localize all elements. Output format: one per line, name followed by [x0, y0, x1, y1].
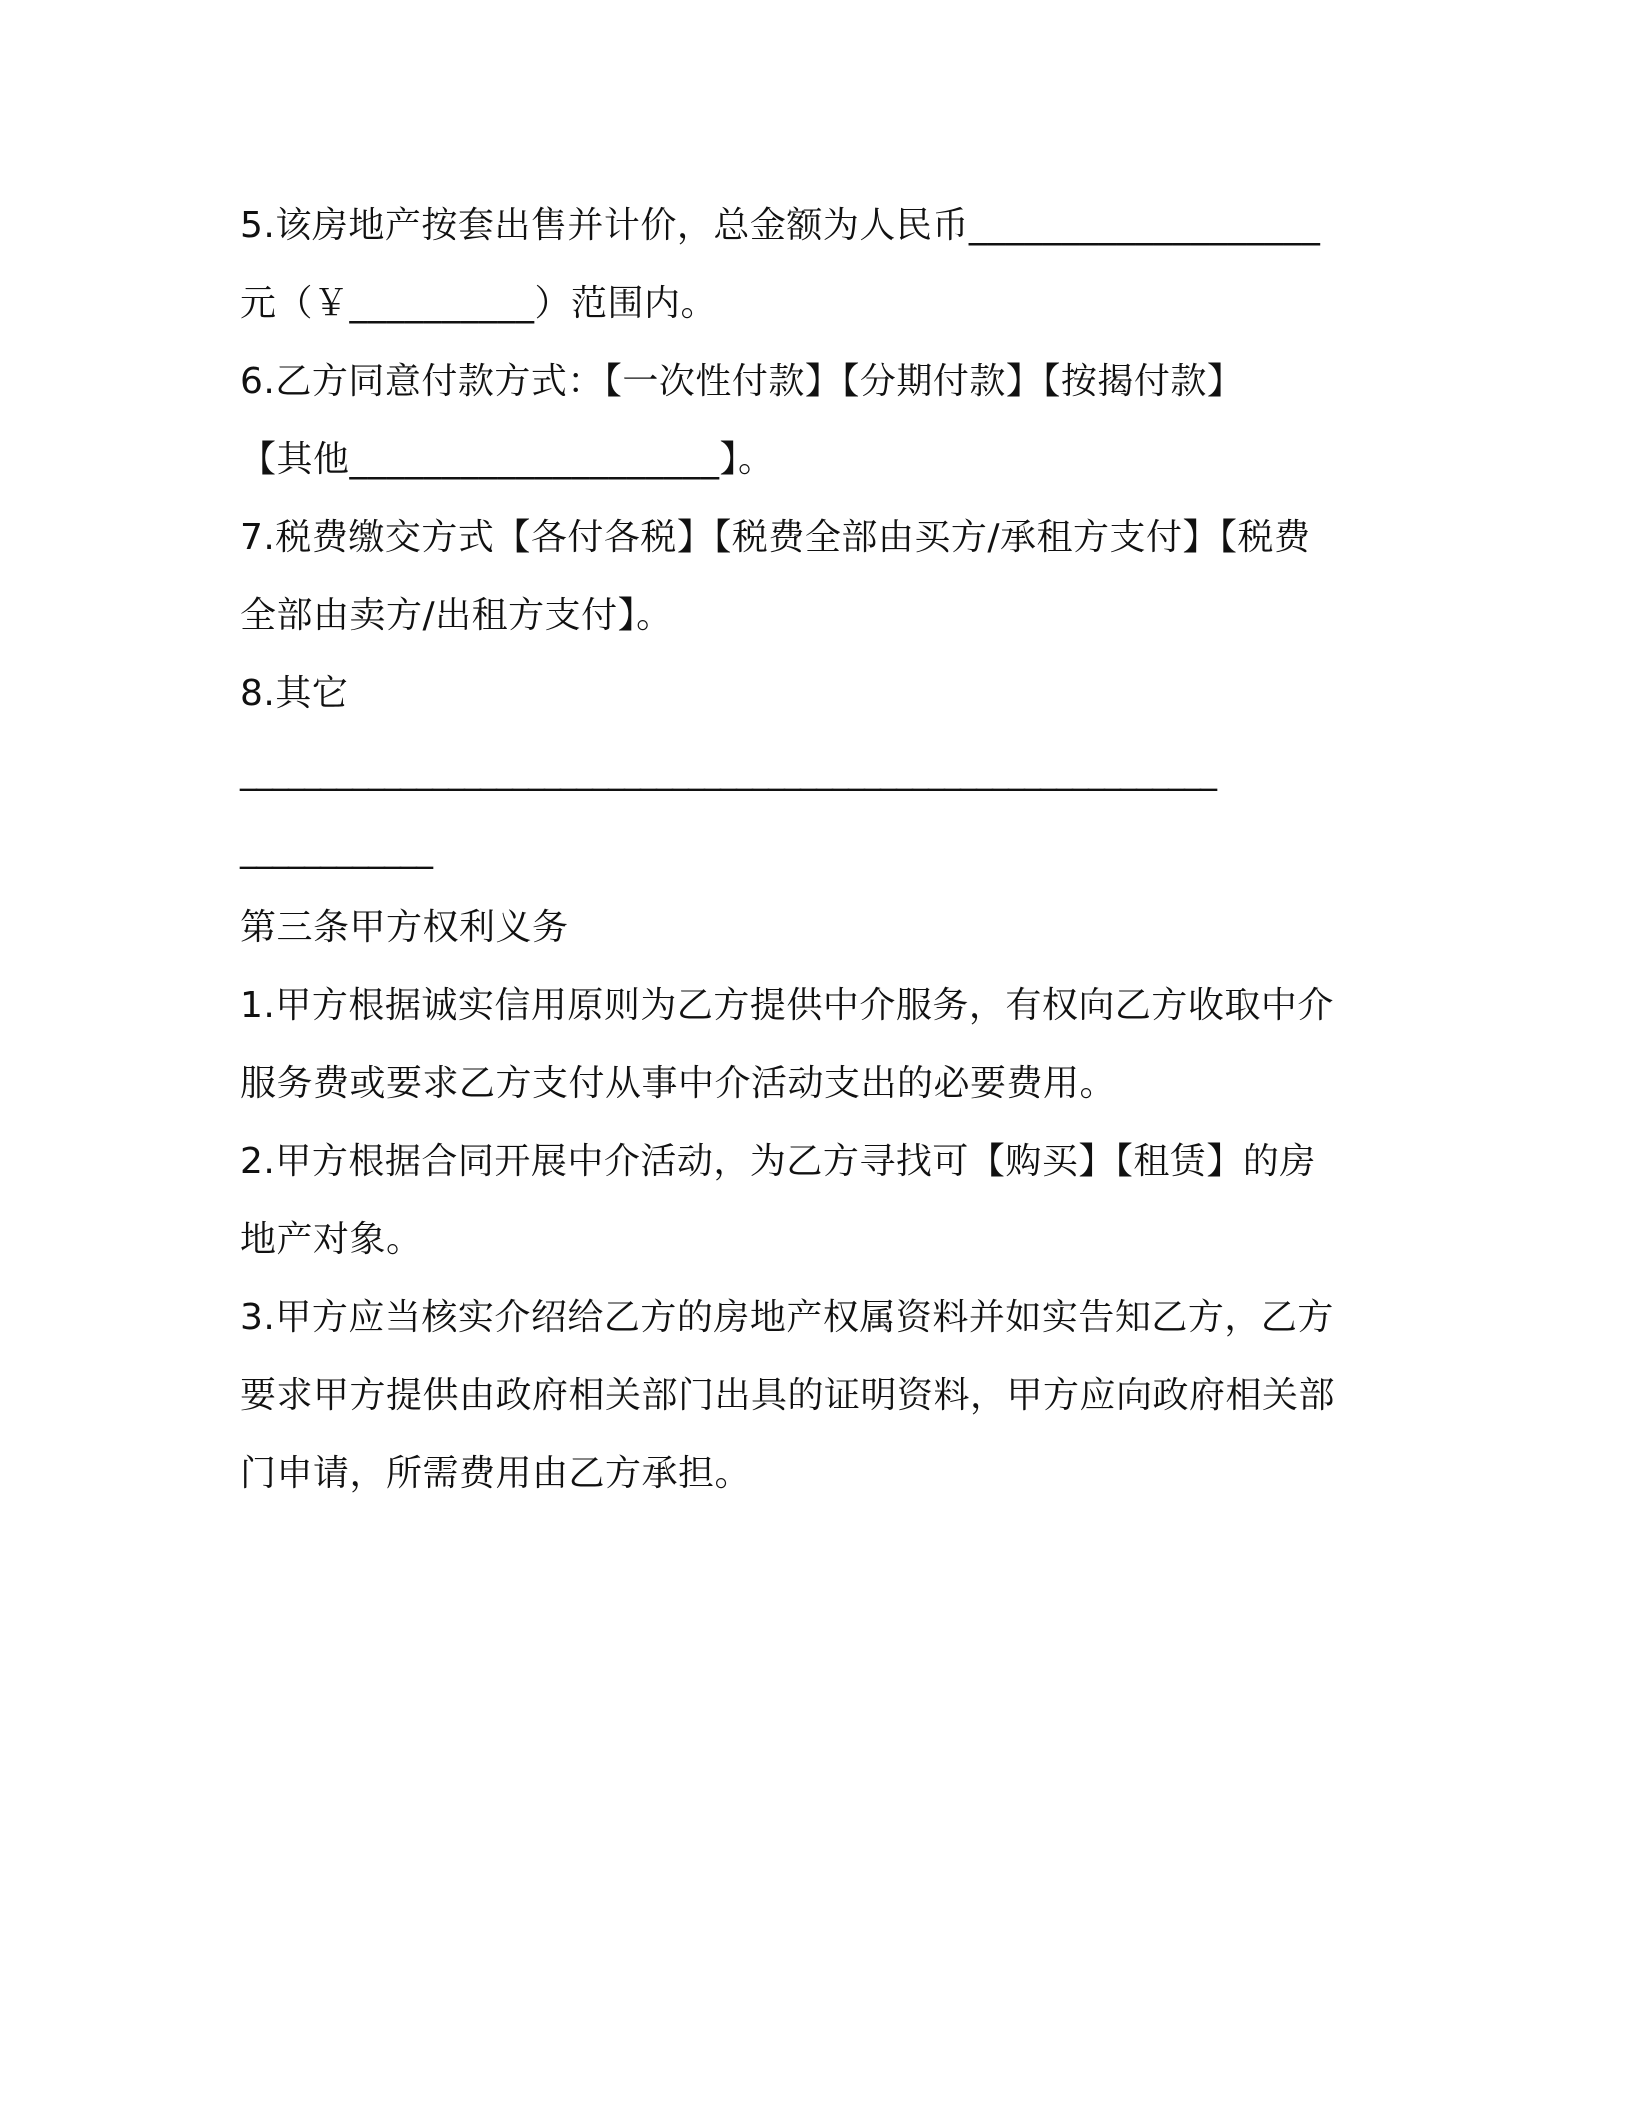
- clause-5-line-1: 5.该房地产按套出售并计价，总金额为人民币___________________: [240, 205, 1321, 246]
- article-3-item-1-line-2: 服务费或要求乙方支付从事中介活动支出的必要费用。: [240, 1063, 1117, 1104]
- clause-8-blank-line-2: ____________: [240, 830, 432, 870]
- clause-5-line-2: 元（￥__________）范围内。: [240, 283, 718, 324]
- article-3-item-3-line-3: 门申请，所需费用由乙方承担。: [240, 1453, 752, 1494]
- article-3-item-2-line-1: 2.甲方根据合同开展中介活动，为乙方寻找可【购买】【租赁】的房: [240, 1141, 1316, 1182]
- clause-6-line-1: 6.乙方同意付款方式：【一次性付款】【分期付款】【按揭付款】: [240, 361, 1244, 402]
- article-3-heading: 第三条甲方权利义务: [240, 907, 569, 948]
- clause-7-line-2: 全部由卖方/出租方支付】。: [240, 595, 673, 636]
- article-3-item-3-line-2: 要求甲方提供由政府相关部门出具的证明资料，甲方应向政府相关部: [240, 1375, 1336, 1416]
- article-3-item-3-line-1: 3.甲方应当核实介绍给乙方的房地产权属资料并如实告知乙方，乙方: [240, 1297, 1334, 1338]
- document-body: [240, 196, 1370, 1522]
- clause-8-blank-line-1: _____________________________________________________________: [240, 752, 1216, 792]
- article-3-item-1-line-1: 1.甲方根据诚实信用原则为乙方提供中介服务，有权向乙方收取中介: [240, 985, 1334, 1026]
- clause-6-line-2: 【其他____________________】。: [240, 439, 775, 480]
- article-3-item-2-line-2: 地产对象。: [240, 1219, 423, 1260]
- clause-8-heading: 8.其它: [240, 673, 349, 714]
- clause-7-line-1: 7.税费缴交方式【各付各税】【税费全部由买方/承租方支付】【税费: [240, 517, 1311, 558]
